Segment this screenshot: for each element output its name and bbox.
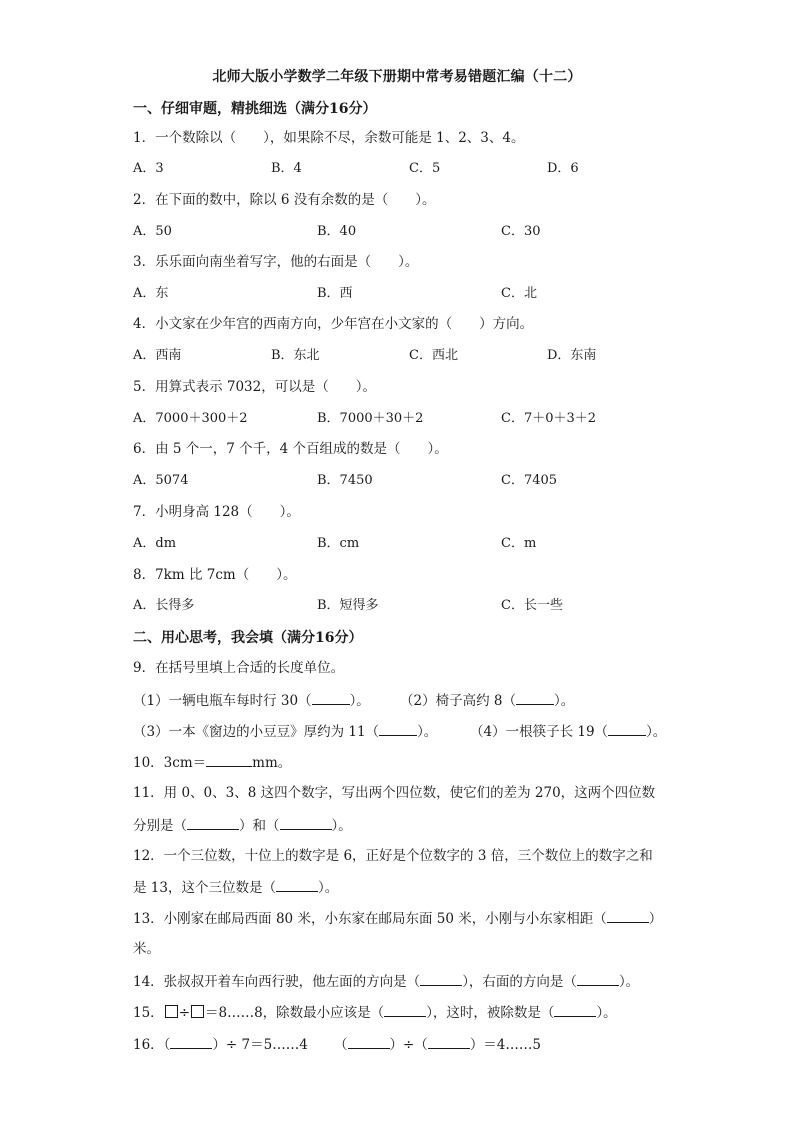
q7-option-a[interactable]: A．dm: [133, 536, 177, 551]
q6-option-b[interactable]: B．7450: [317, 473, 373, 488]
q7-option-c[interactable]: C．m: [501, 536, 537, 551]
question-5: 5．用算式表示 7032，可以是（ ）。: [133, 379, 376, 395]
q1-option-b[interactable]: B．4: [271, 161, 302, 176]
question-12-line-2: 是 13，这个三位数是（ ）。: [133, 877, 338, 898]
q3-option-c[interactable]: C．北: [501, 286, 537, 301]
question-16-part-2: （ ）÷（ ）＝4……5: [334, 1034, 541, 1055]
answer-blank[interactable]: [280, 815, 332, 830]
question-8: 8．7km 比 7cm（ ）。: [133, 567, 297, 583]
q8-option-a[interactable]: A．长得多: [133, 598, 195, 613]
q2-option-a[interactable]: A．50: [133, 224, 172, 239]
answer-blank[interactable]: [608, 721, 646, 736]
q1-option-c[interactable]: C．5: [409, 161, 441, 176]
q2-option-c[interactable]: C．30: [501, 224, 541, 239]
answer-blank[interactable]: [420, 971, 462, 986]
answer-blank[interactable]: [206, 752, 252, 767]
q4-option-b[interactable]: B．东北: [271, 348, 320, 363]
section-2-heading: 二、用心思考，我会填（满分16分）: [133, 630, 363, 646]
question-10: 10．3cm＝ mm。: [133, 752, 291, 773]
question-4: 4．小文家在少年宫的西南方向，少年宫在小文家的（ ）方向。: [133, 316, 534, 332]
question-3: 3．乐乐面向南坐着写字，他的右面是（ ）。: [133, 254, 419, 270]
answer-blank[interactable]: [379, 721, 417, 736]
q4-option-c[interactable]: C．西北: [409, 348, 458, 363]
q4-option-d[interactable]: D．东南: [547, 348, 597, 363]
answer-blank[interactable]: [170, 1034, 212, 1049]
q6-option-a[interactable]: A．5074: [133, 473, 189, 488]
q5-option-b[interactable]: B．7000＋30＋2: [317, 411, 424, 426]
q2-option-b[interactable]: B．40: [317, 224, 357, 239]
answer-blank[interactable]: [187, 815, 239, 830]
q4-option-a[interactable]: A．西南: [133, 348, 182, 363]
section-1-heading: 一、仔细审题，精挑细选（满分16分）: [133, 101, 377, 117]
question-16: 16．（ ）÷ 7＝5……4: [133, 1034, 308, 1055]
question-1: 1．一个数除以（ ），如果除不尽，余数可能是 1、2、3、4。: [133, 130, 525, 146]
q5-option-c[interactable]: C．7＋0＋3＋2: [501, 411, 597, 426]
q6-option-c[interactable]: C．7405: [501, 473, 558, 488]
answer-blank[interactable]: [348, 1034, 390, 1049]
answer-blank[interactable]: [384, 1002, 426, 1017]
q7-option-b[interactable]: B．cm: [317, 536, 360, 551]
question-6: 6．由 5 个一，7 个千，4 个百组成的数是（ ）。: [133, 441, 448, 457]
answer-blank[interactable]: [577, 971, 619, 986]
question-15: 15． ÷ ＝8……8，除数最小应该是（ ），这时，被除数是（ ）。: [133, 1002, 617, 1023]
answer-blank[interactable]: [554, 1002, 596, 1017]
question-13: 13．小刚家在邮局西面 80 米，小东家在邮局东面 50 米，小刚与小东家相距（ ）: [133, 908, 662, 929]
question-12: 12．一个三位数，十位上的数字是 6，正好是个位数字的 3 倍，三个数位上的数字之和: [133, 848, 653, 864]
question-13-line-2: 米。: [133, 941, 160, 957]
question-9: 9．在括号里填上合适的长度单位。: [133, 660, 345, 676]
q5-option-a[interactable]: A．7000＋300＋2: [133, 411, 248, 426]
question-2: 2．在下面的数中，除以 6 没有余数的是（ ）。: [133, 192, 436, 208]
q8-option-c[interactable]: C．长一些: [501, 598, 563, 613]
q1-option-a[interactable]: A．3: [133, 161, 164, 176]
question-14: 14．张叔叔开着车向西行驶，他左面的方向是（ ），右面的方向是（ ）。: [133, 971, 639, 992]
answer-blank[interactable]: [276, 877, 318, 892]
answer-blank[interactable]: [312, 690, 350, 705]
q9-part-1: （1）一辆电瓶车每时行 30（ ）。: [133, 690, 370, 711]
answer-blank[interactable]: [607, 908, 649, 923]
question-7: 7．小明身高 128（ ）。: [133, 504, 300, 520]
q9-part-2: （2）椅子高约 8（ ）。: [400, 690, 574, 711]
answer-blank[interactable]: [428, 1034, 470, 1049]
question-11: 11．用 0、0、3、8 这四个数字，写出两个四位数，使它们的差为 270，这两个四位数: [133, 785, 656, 801]
box-symbol: [165, 1005, 178, 1018]
box-symbol: [191, 1005, 204, 1018]
page-title: 北师大版小学数学二年级下册期中常考易错题汇编（十二）: [212, 69, 582, 85]
q9-part-3: （3）一本《窗边的小豆豆》厚约为 11（ ）。: [133, 721, 437, 742]
q3-option-b[interactable]: B．西: [317, 286, 353, 301]
answer-blank[interactable]: [516, 690, 554, 705]
q9-part-4: （4）一根筷子长 19（ ）。: [470, 721, 666, 742]
q8-option-b[interactable]: B．短得多: [317, 598, 379, 613]
q3-option-a[interactable]: A．东: [133, 286, 169, 301]
question-11-line-2: 分别是（ ）和（ ）。: [133, 815, 352, 836]
q1-option-d[interactable]: D．6: [547, 161, 579, 176]
